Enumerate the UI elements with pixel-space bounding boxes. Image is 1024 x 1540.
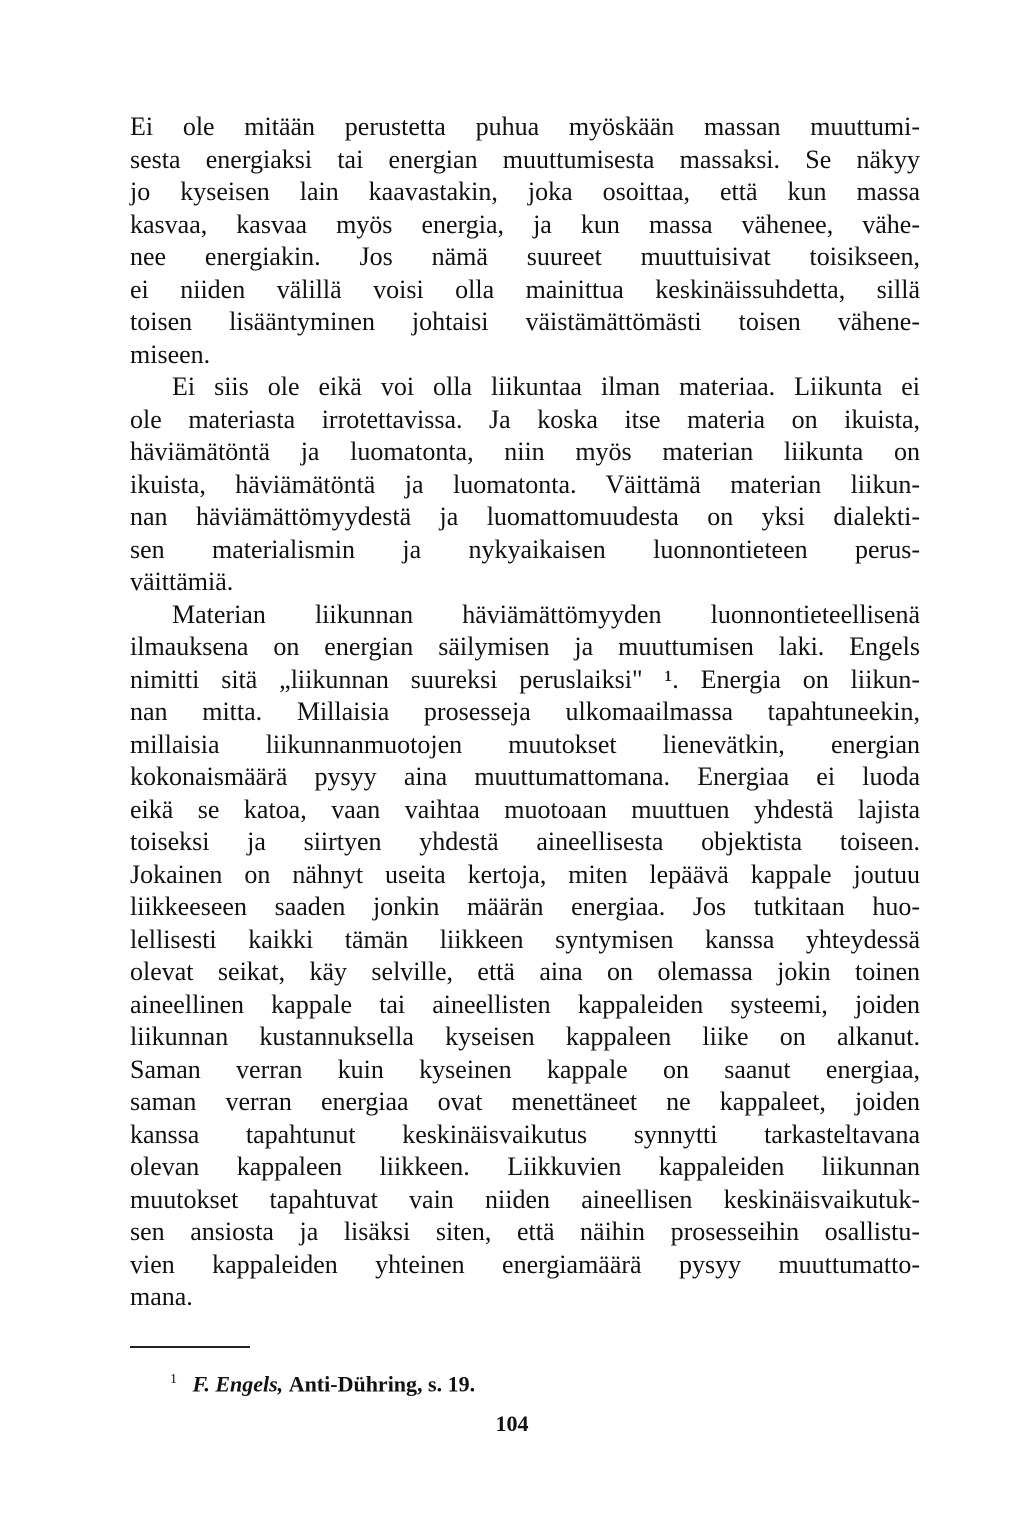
footnote-author: F. Engels, [192, 1371, 284, 1397]
text-line: ilmauksena on energian säilymisen ja muuttumisen laki. Engels [130, 632, 920, 661]
text-line: millaisia liikunnanmuotojen muutokset lienevätkin, energian [130, 729, 920, 759]
text-line: jo kyseisen lain kaavastakin, joka osoittaa, että kun massa [130, 177, 920, 206]
text-line: eikä se katoa, vaan vaihtaa muotoaan muuttuen yhdestä lajista [130, 794, 920, 824]
body-text [130, 111, 920, 1314]
text-line: ei niiden välillä voisi olla mainittua keskinäissuhdetta, sillä [130, 274, 920, 304]
text-line: liikunnan kustannuksella kyseisen kappaleen liike on alkanut. [130, 1022, 920, 1051]
text-line: toiseksi ja siirtyen yhdestä aineellisesta objektista toiseen. [130, 827, 920, 856]
text-line: olevan kappaleen liikkeen. Liikkuvien kappaleiden liikunnan [130, 1152, 920, 1181]
text-line: miseen. [130, 339, 211, 369]
text-line: nan häviämättömyydestä ja luomattomuudesta on yksi dialekti- [130, 502, 920, 531]
text-line: kasvaa, kasvaa myös energia, ja kun massa vähenee, vähe- [130, 209, 920, 239]
text-line: vien kappaleiden yhteinen energiamäärä pysyy muuttumatto- [130, 1249, 920, 1279]
text-line: nee energiakin. Jos nämä suureet muuttuisivat toisikseen, [130, 242, 920, 271]
text-line: ikuista, häviämätöntä ja luomatonta. Väittämä materian liikun- [130, 469, 920, 499]
text-line: lellisesti kaikki tämän liikkeen syntymisen kanssa yhteydessä [130, 924, 920, 954]
text-line: sen materialismin ja nykyaikaisen luonnontieteen perus- [130, 534, 920, 564]
footnote-marker: 1 [170, 1372, 177, 1387]
text-line: olevat seikat, käy selville, että aina on olemassa jokin toinen [130, 957, 920, 986]
text-line: nan mitta. Millaisia prosesseja ulkomaailmassa tapahtuneekin, [130, 697, 920, 726]
text-line: liikkeeseen saaden jonkin määrän energiaa. Jos tutkitaan huo- [130, 892, 920, 921]
text-line: kokonaismäärä pysyy aina muuttumattomana. Energiaa ei luoda [130, 762, 920, 791]
footnote [170, 1366, 475, 1398]
text-line: häviämätöntä ja luomatonta, niin myös materian liikunta on [130, 437, 920, 466]
text-line: Ei siis ole eikä voi olla liikuntaa ilman materiaa. Liikunta ei [172, 372, 920, 401]
text-line: Ei ole mitään perustetta puhua myöskään massan muuttumi- [130, 112, 920, 141]
text-line: Materian liikunnan häviämättömyyden luonnontieteellisenä [172, 599, 920, 629]
text-line: saman verran energiaa ovat menettäneet ne kappaleet, joiden [130, 1087, 920, 1116]
text-line: kanssa tapahtunut keskinäisvaikutus synnytti tarkasteltavana [130, 1119, 920, 1149]
text-line: sesta energiaksi tai energian muuttumisesta massaksi. Se näkyy [130, 144, 920, 174]
text-line: Jokainen on nähnyt useita kertoja, miten lepäävä kappale joutuu [130, 859, 920, 889]
text-line: muutokset tapahtuvat vain niiden aineellisen keskinäisvaikutuk- [130, 1184, 920, 1214]
footnote-divider [130, 1346, 250, 1348]
text-line: Saman verran kuin kyseinen kappale on saanut energiaa, [130, 1054, 920, 1084]
text-line: väittämiä. [130, 567, 234, 596]
page-number: 104 [495, 1411, 529, 1436]
text-line: ole materiasta irrotettavissa. Ja koska itse materia on ikuista, [130, 404, 920, 434]
footnote-work: Anti-Dühring, s. 19. [288, 1371, 476, 1397]
text-line: sen ansiosta ja lisäksi siten, että näihin prosesseihin osallistu- [130, 1217, 920, 1246]
text-line: nimitti sitä „liikunnan suureksi peruslaiksi" ¹. Energia on liikun- [130, 664, 920, 694]
text-line: aineellinen kappale tai aineellisten kappaleiden systeemi, joiden [130, 989, 920, 1019]
text-line: mana. [130, 1282, 193, 1311]
text-line: toisen lisääntyminen johtaisi väistämättömästi toisen vähene- [130, 307, 920, 336]
